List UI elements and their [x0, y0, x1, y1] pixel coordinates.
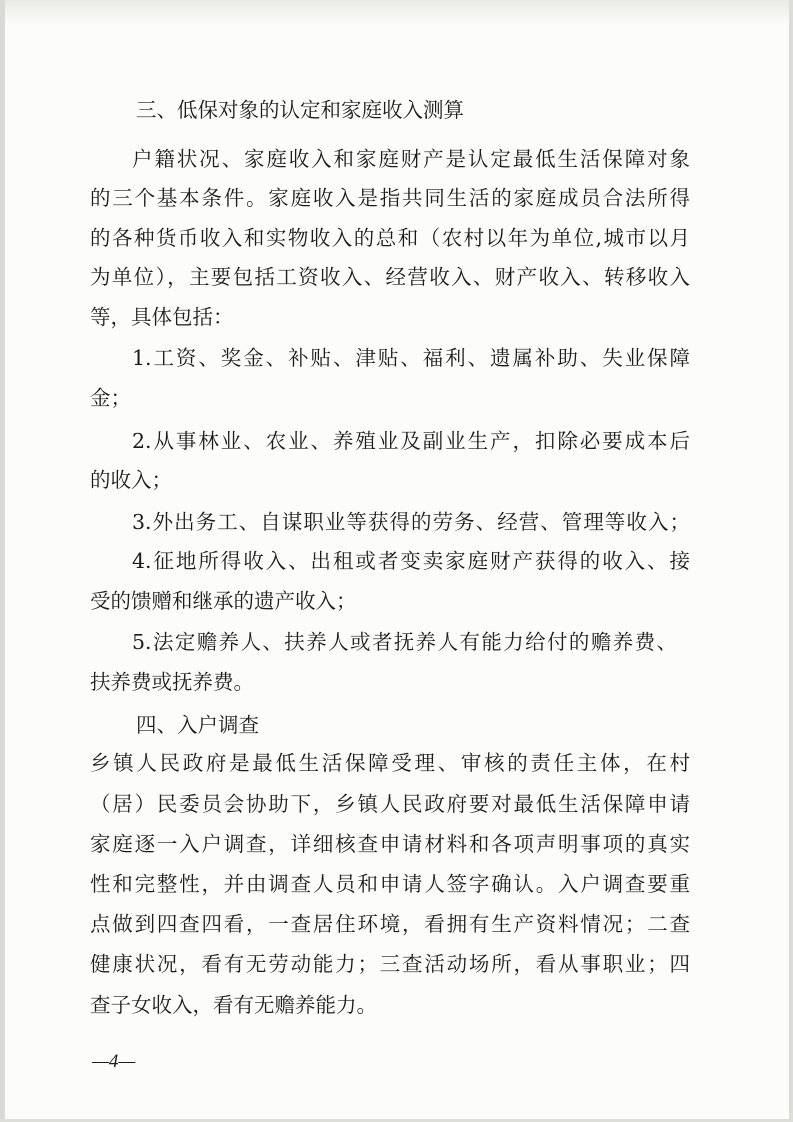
paragraph-line: 的三个基本条件。家庭收入是指共同生活的家庭成员合法所得: [90, 186, 690, 210]
scan-left-edge: [0, 0, 5, 1122]
list-item-5-cont: 扶养费或抚养费。: [90, 670, 254, 694]
paragraph-line: 的各种货币收入和实物收入的总和（农村以年为单位,城市以月: [90, 226, 690, 250]
paragraph-line: 户籍状况、家庭收入和家庭财产是认定最低生活保障对象: [132, 147, 690, 171]
list-item-4: 4.征地所得收入、出租或者变卖家庭财产获得的收入、接: [132, 549, 690, 573]
scan-right-edge: [789, 0, 793, 1122]
paragraph-line: 等，具体包括：: [90, 305, 234, 329]
list-item-5: 5.法定赡养人、扶养人或者抚养人有能力给付的赡养费、: [132, 630, 677, 654]
paragraph-line: 乡镇人民政府是最低生活保障受理、审核的责任主体，在村: [90, 751, 690, 775]
list-item-3: 3.外出务工、自谋职业等获得的劳务、经营、管理等收入；: [132, 510, 690, 534]
list-item-1-cont: 金；: [90, 386, 131, 410]
paragraph-line: 查子女收入，看有无赡养能力。: [90, 993, 377, 1017]
paragraph-line: （居）民委员会协助下，乡镇人民政府要对最低生活保障申请: [90, 792, 690, 816]
page-number: —4—: [92, 1051, 136, 1072]
paragraph-line: 点做到四查四看，一查居住环境，看拥有生产资料情况；二查: [90, 912, 690, 936]
section-3-heading: 三、低保对象的认定和家庭收入测算: [136, 98, 464, 122]
paragraph-line: 性和完整性，并由调查人员和申请人签字确认。入户调查要重: [90, 872, 690, 896]
scan-top-shadow: [0, 0, 793, 24]
paragraph-line: 为单位），主要包括工资收入、经营收入、财产收入、转移收入: [90, 265, 690, 289]
list-item-2: 2.从事林业、农业、养殖业及副业生产，扣除必要成本后: [132, 429, 690, 453]
paragraph-line: 健康状况，看有无劳动能力；三查活动场所，看从事职业；四: [90, 952, 690, 976]
paragraph-line: 家庭逐一入户调查，详细核查申请材料和各项声明事项的真实: [90, 832, 690, 856]
section-4-heading: 四、入户调查: [136, 713, 259, 737]
list-item-2-cont: 的收入；: [90, 468, 172, 492]
list-item-1: 1.工资、奖金、补贴、津贴、福利、遗属补助、失业保障: [132, 346, 690, 370]
list-item-4-cont: 受的馈赠和继承的遗产收入；: [90, 589, 357, 613]
